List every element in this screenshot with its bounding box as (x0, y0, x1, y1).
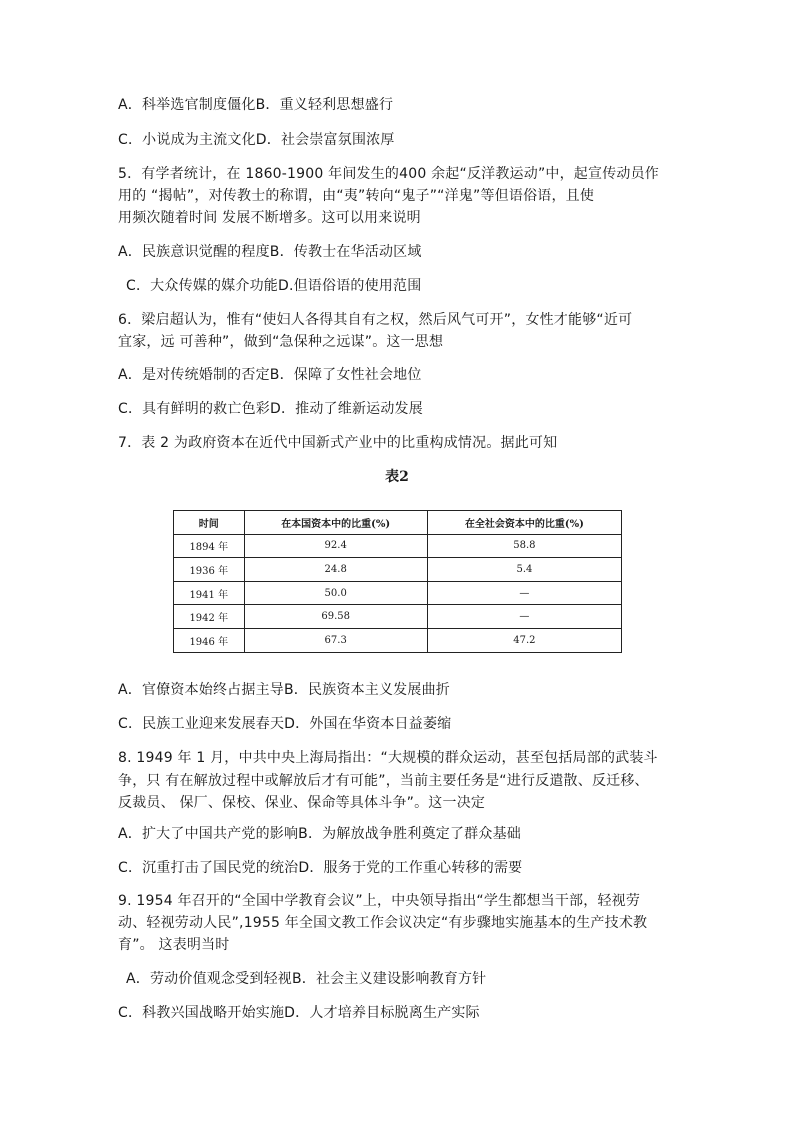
q8-option-cd: C．沉重打击了国民党的统治D．服务于党的工作重心转移的需要 (118, 860, 523, 876)
q7-option-ab: A．官僚资本始终占据主导B．民族资本主义发展曲折 (118, 682, 450, 698)
q9-stem-line-1: 9. 1954 年召开的“全国中学教育会议”上，中央领导指出“学生都想当干部，轻视劳 (118, 893, 641, 909)
cell-society: 58.8 (427, 534, 621, 558)
cell-domestic: 24.8 (244, 558, 427, 582)
table-caption: 表2 (385, 469, 409, 485)
cell-society: 47.2 (427, 628, 621, 652)
table-row (174, 628, 622, 652)
table-row (174, 581, 622, 605)
cell-year: 1946 年 (174, 628, 245, 652)
q7-stem-line-1: 7．表 2 为政府资本在近代中国新式产业中的比重构成情况。据此可知 (118, 435, 558, 451)
q5-stem-line-3: 用频次随着时间 发展不断增多。这可以用来说明 (118, 210, 421, 226)
header-time: 时间 (174, 511, 245, 535)
cell-year: 1894 年 (174, 534, 245, 558)
q5-stem-line-1: 5．有学者统计，在 1860-1900 年间发生的400 余起“反洋教运动”中，起宣传动员作 (118, 166, 659, 182)
q9-stem-line-3: 育”。 这表明当时 (118, 937, 230, 953)
q6-option-cd: C．具有鲜明的救亡色彩D．推动了维新运动发展 (118, 401, 423, 417)
q9-option-ab: A．劳动价值观念受到轻视B．社会主义建设影响教育方针 (126, 971, 487, 987)
cell-society: — (427, 605, 621, 629)
q6-stem-line-1: 6．梁启超认为，惟有“使妇人各得其自有之权，然后风气可开”，女性才能够“近可 (118, 312, 633, 328)
cell-year: 1936 年 (174, 558, 245, 582)
header-society-share: 在全社会资本中的比重(%) (427, 511, 621, 535)
cell-domestic: 67.3 (244, 628, 427, 652)
q8-stem-line-2: 争，只 有在解放过程中或解放后才有可能”，当前主要任务是“进行反遣散、反迁移、 (118, 773, 649, 789)
cell-society: — (427, 581, 621, 605)
q5-option-ab: A．民族意识觉醒的程度B．传教士在华活动区域 (118, 244, 422, 260)
table-row (174, 558, 622, 582)
cell-year: 1941 年 (174, 581, 245, 605)
cell-domestic: 50.0 (244, 581, 427, 605)
cell-year: 1942 年 (174, 605, 245, 629)
header-domestic-share: 在本国资本中的比重(%) (244, 511, 427, 535)
capital-share-table (173, 510, 622, 653)
q8-option-ab: A．扩大了中国共产党的影响B．为解放战争胜利奠定了群众基础 (118, 826, 521, 842)
q8-stem-line-3: 反裁员、 保厂、保校、保业、保命等具体斗争”。这一决定 (118, 795, 486, 811)
cell-domestic: 69.58 (244, 605, 427, 629)
q5-stem-line-2: 用的 “揭帖”，对传教士的称谓，由“夷”转向“鬼子”“洋鬼”等但语俗语，且使 (118, 188, 595, 204)
table-row (174, 605, 622, 629)
q4-option-cd: C．小说成为主流文化D．社会崇富氛围浓厚 (118, 132, 395, 148)
q6-option-ab: A．是对传统婚制的否定B．保障了女性社会地位 (118, 367, 422, 383)
q9-stem-line-2: 动、轻视劳动人民”,1955 年全国文教工作会议决定“有步骤地实施基本的生产技术教 (118, 915, 648, 931)
q6-stem-line-2: 宜家，远 可善种”，做到“急保种之远谋”。这一思想 (118, 334, 444, 350)
table-row (174, 534, 622, 558)
cell-society: 5.4 (427, 558, 621, 582)
q9-option-cd: C．科教兴国战略开始实施D．人才培养目标脱离生产实际 (118, 1005, 480, 1021)
q8-stem-line-1: 8. 1949 年 1 月，中共中央上海局指出：“大规模的群众运动，甚至包括局部的武装斗 (118, 750, 658, 766)
q5-option-cd: C．大众传媒的媒介功能D.但语俗语的使用范围 (126, 278, 422, 294)
q4-option-ab: A．科举选官制度僵化B．重义轻利思想盛行 (118, 97, 394, 113)
table-header-row (174, 511, 622, 535)
cell-domestic: 92.4 (244, 534, 427, 558)
q7-option-cd: C．民族工业迎来发展春天D．外国在华资本日益萎缩 (118, 716, 452, 732)
